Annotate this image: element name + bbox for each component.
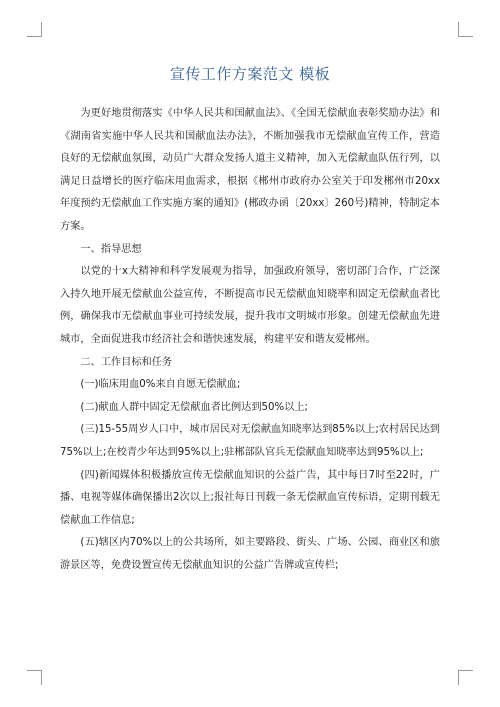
list-item-goal-3: (三)15-55周岁人口中，城市居民对无偿献血知晓率达到85%以上;农村居民达到75%以上;在校青少年达到95%以上;驻郴部队官兵无偿献血知晓率达到95%以上; <box>60 424 440 458</box>
paragraph-guiding-ideology: 以党的十x大精神和科学发展观为指导，加强政府领导，密切部门合作，广泛深入持久地开展无偿献血公益宣传，不断提高市民无偿献血知晓率和固定无偿献血者比例，确保我市无偿献血事业可持续发展，提升我市文明城市形象。创建无偿献血先进城市，全面促进我市经济社会和谐快速发展，构建平安和谐友爱郴州。 <box>60 266 440 345</box>
crop-mark-top-right <box>458 22 473 37</box>
list-item-goal-2: (二)献血人群中固定无偿献血者比例达到50%以上; <box>80 401 308 413</box>
paragraph-intro: 为更好地贯彻落实《中华人民共和国献血法》、《全国无偿献血表彰奖励办法》和《湖南省实施中华人民共和国献血法办法》，不断加强我市无偿献血宣传工作，营造良好的无偿献血氛围，动员广大群众发扬人道主义精神，加入无偿献血队伍行列，以满足日益增长的医疗临床用血需求，根据《郴州市政府办公室关于印发郴州市20xx年度预约无偿献血工作实施方案的通知》(郴政办函〔20xx〕260号)精神，特制定本方案。 <box>60 108 440 232</box>
crop-mark-bottom-right <box>458 670 473 685</box>
list-item-goal-1: (一)临床用血0%来自自愿无偿献血; <box>80 379 241 391</box>
list-item-goal-4: (四)新闻媒体积极播放宣传无偿献血知识的公益广告，其中每日7时至22时，广播、电视等媒体确保播出2次以上;报社每日刊载一条无偿献血宣传标语，定期刊载无偿献血工作信息; <box>60 469 440 526</box>
list-item-goal-5: (五)辖区内70%以上的公共场所，如主要路段、街头、广场、公园、商业区和旅游景区等，免费设置宣传无偿献血知识的公益广告牌或宣传栏; <box>60 537 440 571</box>
crop-mark-bottom-left <box>27 670 42 685</box>
document-body <box>60 103 440 577</box>
crop-mark-top-left <box>27 22 42 37</box>
document-title: 宣传工作方案范文 模板 <box>169 65 331 83</box>
heading-guiding-ideology: 一、指导思想 <box>80 243 142 255</box>
heading-goals-and-tasks: 二、工作目标和任务 <box>80 356 173 368</box>
